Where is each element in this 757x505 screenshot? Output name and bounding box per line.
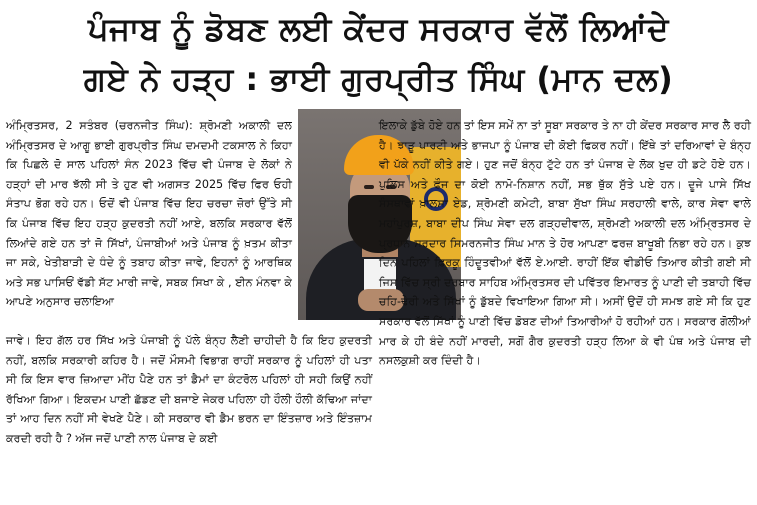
article-column-left-bottom: ਜਾਵੇ। ਇਹ ਗੱਲ ਹਰ ਸਿੱਖ ਅਤੇ ਪੰਜਾਬੀ ਨੂੰ ਪੱਲੇ ਬੰਨ੍ਹ ਲੈਣੀ ਚਾਹੀਦੀ ਹੈ ਕਿ ਇਹ ਕੁਦਰਤੀ ਨਹੀਂ, ਬਲਕਿ ਸਰਕਾਰੀ ਕਹਿਰ ਹੈ। ਜਦੋਂ ਮੌਸਮੀ ਵਿਭਾਗ ਰਾਹੀਂ ਸਰਕਾਰ ਨੂੰ ਪਹਿਲਾਂ ਹੀ ਪਤਾ ਸੀ ਕਿ ਇਸ ਵਾਰ ਜ਼ਿਆਦਾ ਮੀਂਹ ਪੈਣੇ ਹਨ ਤਾਂ ਡੈਮਾਂ ਦਾ ਕੰਟਰੋਲ ਪਹਿਲਾਂ ਹੀ ਸਹੀ ਕਿਉਂ ਨਹੀਂ ਰੱਖਿਆ ਗਿਆ। ਇਕਦਮ ਪਾਣੀ ਛੱਡਣ ਦੀ ਬਜਾਏ ਜੇਕਰ ਪਹਿਲਾ ਹੀ ਹੌਲੀ ਹੌਲੀ ਕੱਢਿਆ ਜਾਂਦਾ ਤਾਂ ਆਹ ਦਿਨ ਨਹੀਂ ਸੀ ਵੇਖਣੇ ਪੈਣੇ। ਕੀ ਸਰਕਾਰ ਵੀ ਡੈਮ ਭਰਨ ਦਾ ਇੰਤਜ਼ਾਰ ਅਤੇ ਇੰਤਜ਼ਾਮ ਕਰਦੀ ਰਹੀ ਹੈ ? ਅੱਜ ਜਦੋਂ ਪਾਣੀ ਨਾਲ ਪੰਜਾਬ ਦੇ ਕਈ bbox=[6, 334, 372, 445]
article-column-right: ਇਲਾਕੇ ਡੁੱਬੇ ਹੋਏ ਹਨ ਤਾਂ ਇਸ ਸਮੇਂ ਨਾ ਤਾਂ ਸੂਬਾ ਸਰਕਾਰ ਤੇ ਨਾ ਹੀ ਕੇਂਦਰ ਸਰਕਾਰ ਸਾਰ ਲੈ ਰਹੀ ਹੈ। ਝਾੜੂ ਪਾਰਟੀ ਅਤੇ ਭਾਜਪਾ ਨੂੰ ਪੰਜਾਬ ਦੀ ਕੋਈ ਫਿਕਰ ਨਹੀਂ। ਇੱਥੇ ਤਾਂ ਦਰਿਆਵਾਂ ਦੇ ਬੰਨ੍ਹ ਵੀ ਪੱਕੇ ਨਹੀਂ ਕੀਤੇ ਗਏ। ਹੁਣ ਜਦੋਂ ਬੰਨ੍ਹ ਟੁੱਟੇ ਹਨ ਤਾਂ ਪੰਜਾਬ ਦੇ ਲੋਕ ਖੁਦ ਹੀ ਡਟੇ ਹੋਏ ਹਨ। ਪੁਲਿਸ ਅਤੇ ਫੌਜ ਦਾ ਕੋਈ ਨਾਮੋ-ਨਿਸ਼ਾਨ ਨਹੀਂ, ਸਭ ਥੁੱਕ ਸੁੱਤੇ ਪਏ ਹਨ। ਦੂਜੇ ਪਾਸੇ ਸਿੱਖ ਸੰਸਥਾਵਾਂ ਖ਼ਾਲਸਾ ਏਡ, ਸ਼੍ਰੋਮਣੀ ਕਮੇਟੀ, ਬਾਬਾ ਸੁੱਖਾ ਸਿੰਘ ਸਰਹਾਲੀ ਵਾਲੇ, ਕਾਰ ਸੇਵਾ ਵਾਲੇ ਮਹਾਂਪੁਰਸ਼, ਬਾਬਾ ਦੀਪ ਸਿੰਘ ਸੇਵਾ ਦਲ ਗੜ੍ਹਦੀਵਾਲ, ਸ਼੍ਰੋਮਣੀ ਅਕਾਲੀ ਦਲ ਅੰਮ੍ਰਿਤਸਰ ਦੇ ਪ੍ਰਧਾਨ ਸਰਦਾਰ ਸਿਮਰਨਜੀਤ ਸਿੰਘ ਮਾਨ ਤੇ ਹੋਰ ਆਪਣਾ ਫਰਜ਼ ਬਾਖੂਬੀ ਨਿਭਾ ਰਹੇ ਹਨ। ਕੁਝ ਦਿਨ ਪਹਿਲਾਂ ਫ਼ਿਰਕੂ ਹਿੰਦੂਤਵੀਆਂ ਵੱਲੋਂ ਏ.ਆਈ. ਰਾਹੀਂ ਇੱਕ ਵੀਡੀਓ ਤਿਆਰ ਕੀਤੀ ਗਈ ਸੀ ਜਿਸ ਵਿੱਚ ਸ੍ਰੀ ਦਰਬਾਰ ਸਾਹਿਬ ਅੰਮ੍ਰਿਤਸਰ ਦੀ ਪਵਿੱਤਰ ਇਮਾਰਤ ਨੂੰ ਪਾਣੀ ਦੀ ਤਬਾਹੀ ਵਿੱਚ ਚਹਿ-ਢੇਰੀ ਅਤੇ ਸਿੱਖਾਂ ਨੂੰ ਡੁੱਬਦੇ ਵਿਖਾਇਆ ਗਿਆ ਸੀ। ਅਸੀਂ ਉਦੋਂ ਹੀ ਸਮਝ ਗਏ ਸੀ ਕਿ ਹੁਣ ਸਰਕਾਰ ਵੱਲੋਂ ਸਿੱਖਾਂ ਨੂੰ ਪਾਣੀ ਵਿੱਚ ਡੋਬਣ ਦੀਆਂ ਤਿਆਰੀਆਂ ਹੋ ਰਹੀਆਂ ਹਨ। ਸਰਕਾਰ ਗੋਲੀਆਂ ਮਾਰ ਕੇ ਹੀ ਬੰਦੇ ਨਹੀਂ ਮਾਰਦੀ, ਸਗੋਂ ਗੈਰ ਕੁਦਰਤੀ ਹੜ੍ਹ ਲਿਆ ਕੇ ਵੀ ਪੰਥ ਅਤੇ ਪੰਜਾਬ ਦੀ ਨਸਲਕੁਸ਼ੀ ਕਰ ਦਿੰਦੀ ਹੈ। bbox=[379, 119, 751, 368]
headline-line-2: ਗਏ ਨੇ ਹੜ੍ਹ : ਭਾਈ ਗੁਰਪ੍ਰੀਤ ਸਿੰਘ (ਮਾਨ ਦਲ) bbox=[83, 60, 674, 98]
article-column-left-top: ਅੰਮ੍ਰਿਤਸਰ, 2 ਸਤੰਬਰ (ਚਰਨਜੀਤ ਸਿੰਘ): ਸ਼੍ਰੋਮਣੀ ਅਕਾਲੀ ਦਲ ਅੰਮ੍ਰਿਤਸਰ ਦੇ ਆਗੂ ਭਾਈ ਗੁਰਪ੍ਰੀਤ ਸਿੰਘ ਦਮਦਮੀ ਟਕਸਾਲ ਨੇ ਕਿਹਾ ਕਿ ਪਿਛਲੇ ਦੋ ਸਾਲ ਪਹਿਲਾਂ ਸੰਨ 2023 ਵਿੱਚ ਵੀ ਪੰਜਾਬ ਦੇ ਲੋਕਾਂ ਨੇ ਹੜ੍ਹਾਂ ਦੀ ਮਾਰ ਝੱਲੀ ਸੀ ਤੇ ਹੁਣ ਵੀ ਅਗਸਤ 2025 ਵਿੱਚ ਫਿਰ ਓਹੀ ਸੰਤਾਪ ਭੋਗ ਰਹੇ ਹਨ। ਓਦੋਂ ਵੀ ਪੰਜਾਬ ਵਿੱਚ ਇਹ ਚਰਚਾ ਜ਼ੋਰਾਂ ਉੱਤੇ ਸੀ ਕਿ ਪੰਜਾਬ ਵਿੱਚ ਇਹ ਹੜ੍ਹ ਕੁਦਰਤੀ ਨਹੀਂ ਆਏ, ਬਲਕਿ ਸਰਕਾਰ ਵੱਲੋਂ ਲਿਆਂਦੇ ਗਏ ਹਨ ਤਾਂ ਜੋ ਸਿੱਖਾਂ, ਪੰਜਾਬੀਆਂ ਅਤੇ ਪੰਜਾਬ ਨੂੰ ਖ਼ਤਮ ਕੀਤਾ ਜਾ ਸਕੇ, ਖੇਤੀਬਾੜੀ ਦੇ ਧੰਦੇ ਨੂੰ ਤਬਾਹ ਕੀਤਾ ਜਾਵੇ, ਇਹਨਾਂ ਨੂੰ ਆਰਥਿਕ ਅਤੇ ਸਭ ਪਾਸਿਓਂ ਵੱਡੀ ਸੱਟ ਮਾਰੀ ਜਾਵੇ, ਸਬਕ ਸਿਖਾ ਕੇ , ਈਨ ਮੰਨਵਾ ਕੇ ਆਪਣੇ ਅਨੁਸਾਰ ਚਲਾਇਆ bbox=[6, 119, 292, 309]
headline bbox=[0, 4, 757, 104]
headline-line-1: ਪੰਜਾਬ ਨੂੰ ਡੋਬਣ ਲਈ ਕੇਂਦਰ ਸਰਕਾਰ ਵੱਲੋਂ ਲਿਆਂਦੇ bbox=[88, 10, 669, 48]
